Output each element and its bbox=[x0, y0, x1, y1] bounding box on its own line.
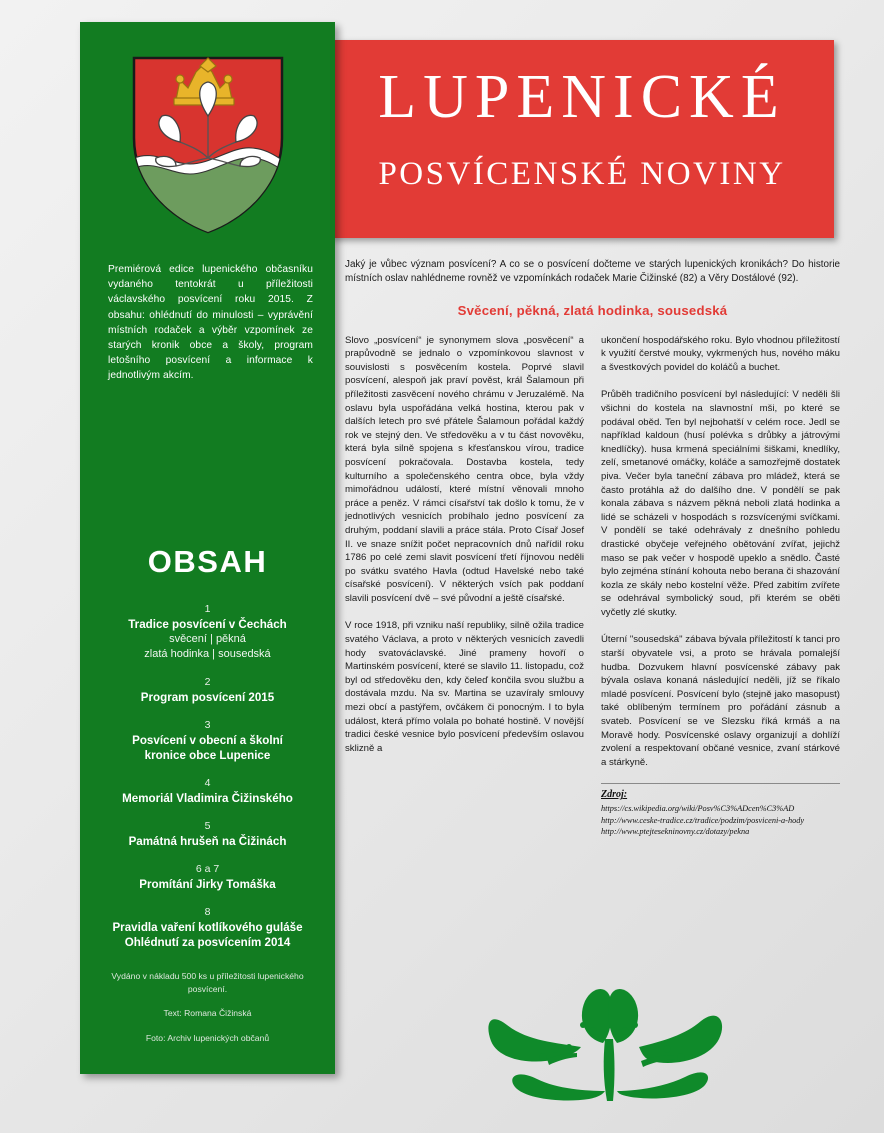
coat-of-arms-icon bbox=[128, 54, 288, 236]
toc-item-7[interactable] bbox=[90, 905, 325, 950]
toc-subtitle-b: zlatá hodinka | sousedská bbox=[144, 648, 271, 660]
masthead-subtitle: POSVÍCENSKÉ NOVINY bbox=[378, 156, 786, 192]
text-credit: Text: Romana Čižinská bbox=[163, 1008, 252, 1018]
leaf-ornament-icon bbox=[485, 983, 735, 1113]
contents-heading: OBSAH bbox=[147, 544, 268, 579]
paragraph: Průběh tradičního posvícení byl následující: V neděli šli všichni do kostela na slavnostní mši, po které se podával oběd. Ten byl nejbohatší v celém roce. Jedl se například kaldoun (husí polévka s drůbky a játrovými knedlíčky). husa krmená speciálními šiškami, knedlíky, zelí, smetanové omáčky, koláče a samozřejmě dostatek piva. Večer byla taneční zábava pro mládež, která se často protáhla až do dalšího dne. V pondělí se pak konala zábava s názvem pěkná neboli zlatá hodinka a lidé se scházeli v hospodách s rozsvícenými svíčkami. V pondělí se také odehrávaly z dnešního pohledu drastické obyčeje veřejného obětování zvířat, jejichž maso se pak večer v hospodě upeklo a snědlo. Časté bylo zejména stínání kohouta nebo berana či shazování kozla ze skály nebo kostelní věže. Před zabitím zvířete se odehrával symbolický soud, při kterém se oběti vyčetly zlé skutky. bbox=[601, 389, 840, 618]
toc-number: 2 bbox=[204, 676, 211, 688]
toc-number: 5 bbox=[204, 820, 211, 832]
print-run-note: Vydáno v nákladu 500 ks u příležitosti lupenického posvícení. bbox=[111, 971, 304, 994]
masthead-title: LUPENICKÉ bbox=[378, 63, 786, 131]
source-label: Zdroj: bbox=[601, 789, 628, 801]
paragraph: Slovo „posvícení“ je synonymem slova „posvěcení“ a prapůvodně se jednalo o vzpomínkovou slavnost v souvislosti s posvěcením kostela. Poprvé slavil posvícení, alespoň jak praví pověst, král Šalamoun při příležitosti zasvěcení nového chrámu v Jeruzalémě. Na oslavu byla uspořádána velká hostina, kterou pak v dalších letech pro své přátele Šalamoun pořádal každý rok ve stejný den. Ve středověku a v tu část novověku, která byla silně spojena s křesťanskou vírou, tradice posvícení pokračovala. Dostavba kostela, tedy kulturního a společenského centra obce, byla vždy mimořádnou událostí, které místní věnovali mnoho práce a peněz. V rámci císařství tak došlo k tomu, že v jednotlivých vesnicích probíhalo jedno posvícení za druhým, poddaní slavili a práce stála. Proto Císař Josef II. ve snaze snížit počet nepracovních dnů nařídil roku 1786 po celé zemi slavit posvícení třetí říjnovou neděli po svátku svatého Havla (odtud Havelské nebo také císařské posvícení). V některých vsích pak poddaní slavili posvícení dvě – své původní a ještě císařské. bbox=[345, 334, 584, 604]
toc-item-3[interactable] bbox=[90, 718, 325, 763]
toc-item-2[interactable] bbox=[90, 675, 325, 705]
toc-title: Memoriál Vladimira Čižinského bbox=[122, 792, 293, 805]
article-body bbox=[345, 258, 840, 838]
toc-number: 4 bbox=[204, 777, 211, 789]
toc-item-6[interactable] bbox=[90, 862, 325, 892]
toc-item-4[interactable] bbox=[90, 776, 325, 806]
sidebar-footer bbox=[98, 970, 317, 1044]
toc-number: 6 a 7 bbox=[195, 863, 220, 875]
sidebar-intro-text: Premiérová edice lupenického občasníku vydaného tentokrát u příležitosti václavského posvícení roku 2015. Z obsahu: ohlédnutí do minulosti – vyprávění místních rodaček a výběr vzpomínek ze starých kronik obce a školy, program letošního posvícení a informace k jednotlivým akcím. bbox=[108, 264, 313, 382]
toc-title-line2: kronice obce Lupenice bbox=[144, 749, 271, 762]
toc-title: Památná hrušeň na Čižinách bbox=[128, 835, 287, 848]
toc-number: 3 bbox=[204, 719, 211, 731]
toc-number: 8 bbox=[204, 906, 211, 918]
paragraph: Úterní "sousedská" zábava bývala příležitostí k tanci pro starší obyvatele vsi, a proto se hrávala pomalejší hudba. Dozvukem hlavní posvícenské zábavy pak bývala oslava konaná následující neděli, jíž se říkalo mladé posvícení. Posvícení bylo (stejně jako masopust) také oblíbeným termínem pro pořádání zásnub a svateb. Posvícení se ve Slezsku říká krmáš a na Moravě hody. Posvícenské oslavy organizují a dohlíží zvolení a respektovaní občané vesnice, zvaní stárkové a stárkyně. bbox=[601, 634, 840, 768]
toc-number: 1 bbox=[204, 603, 211, 615]
sidebar bbox=[80, 22, 335, 1074]
toc-title: Posvícení v obecní a školní bbox=[132, 734, 283, 747]
source-link[interactable]: http://www.ptejtesekninovny.cz/dotazy/pekna bbox=[601, 827, 750, 837]
photo-credit: Foto: Archiv lupenických občanů bbox=[145, 1032, 270, 1043]
article-column-left bbox=[345, 334, 584, 838]
article-lede: Jaký je vůbec význam posvícení? A co se o posvícení dočteme ve starých lupenických kronikách? Do historie místních oslav nahlédneme rovněž ve vzpomínkách rodaček Marie Čižinské (82) a Věry Dostálové (92). bbox=[345, 259, 840, 285]
toc-item-5[interactable] bbox=[90, 819, 325, 849]
source-link[interactable]: https://cs.wikipedia.org/wiki/Posv%C3%ADcen%C3%AD bbox=[601, 804, 795, 814]
toc-title: Tradice posvícení v Čechách bbox=[128, 618, 287, 631]
paragraph: V roce 1918, při vzniku naší republiky, silně ožila tradice svatého Václava, a proto v některých vesnicích zavedli hody svatováclavské. Jiné prameny hovoří o Martinském posvícení, které se slavilo 11. listopadu, což byl od středověku den, kdy čeleď končila svou službu a dostávala mzdu. Na sv. Martina se uzavíraly smlouvy mezi obcí a pastýřem, ovčákem či ponocným. I to byla událost, která přímo volala po bohaté hostině. V novější tradici české vesnice bylo posvícení především oslavou sklizně a bbox=[345, 620, 584, 754]
article-column-right bbox=[601, 334, 840, 838]
paragraph: ukončení hospodářského roku. Bylo vhodnou příležitostí k využití čerstvé mouky, vykrmených hus, nového máku a švestkových povidel do koláčů a buchet. bbox=[601, 334, 840, 373]
source-box bbox=[601, 783, 840, 838]
toc-subtitle-a: svěcení | pěkná bbox=[169, 633, 246, 645]
article-section-heading: Svěcení, pěkná, zlatá hodinka, sousedská bbox=[457, 302, 728, 318]
table-of-contents bbox=[90, 602, 325, 963]
toc-item-1[interactable] bbox=[90, 602, 325, 662]
toc-title-line2: Ohlédnutí za posvícením 2014 bbox=[124, 936, 291, 949]
article-columns bbox=[345, 334, 840, 838]
toc-title: Program posvícení 2015 bbox=[140, 691, 275, 704]
toc-title: Pravidla vaření kotlíkového guláše bbox=[112, 921, 303, 934]
masthead-banner bbox=[330, 40, 834, 238]
source-link[interactable]: http://www.ceske-tradice.cz/tradice/podzim/posviceni-a-hody bbox=[601, 815, 805, 825]
toc-title: Promítání Jirky Tomáška bbox=[139, 878, 276, 891]
